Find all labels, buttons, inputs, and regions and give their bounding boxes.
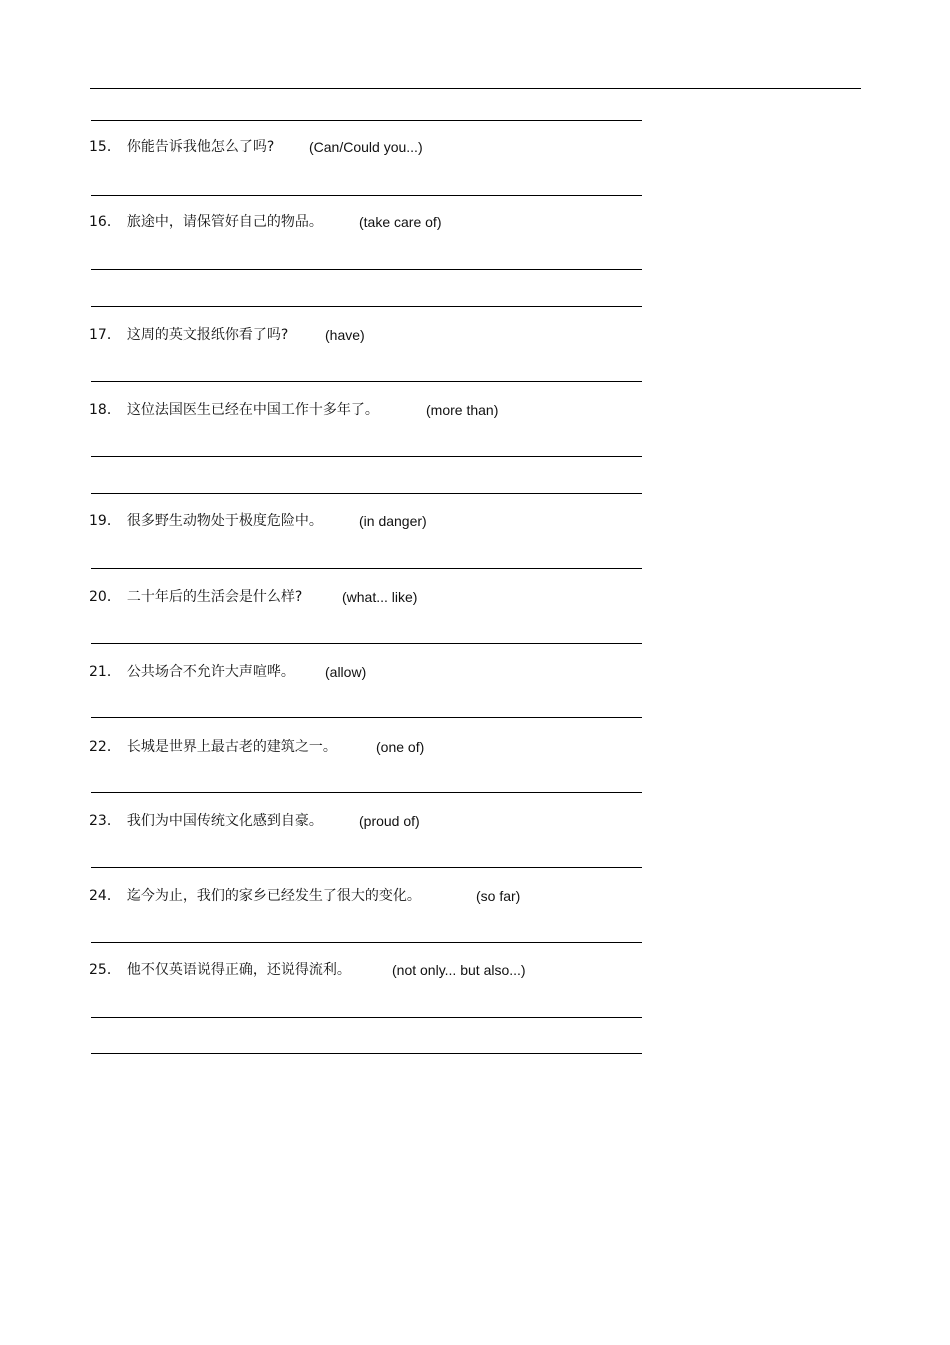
answer-line xyxy=(91,120,642,121)
question-hint: (one of) xyxy=(376,739,425,755)
question-18 xyxy=(89,400,499,420)
question-text: 长城是世界上最古老的建筑之一。 xyxy=(126,739,337,755)
question-22 xyxy=(89,737,425,757)
answer-line xyxy=(91,942,642,943)
answer-line xyxy=(91,306,642,307)
answer-line xyxy=(91,381,642,382)
question-text: 这周的英文报纸你看了吗? xyxy=(126,327,289,343)
question-number: 23． xyxy=(89,813,121,829)
question-hint: (not only... but also...) xyxy=(392,962,526,978)
question-hint: (proud of) xyxy=(359,813,420,829)
question-hint: (allow) xyxy=(325,664,367,680)
question-number: 22． xyxy=(89,739,121,755)
question-16 xyxy=(89,212,442,232)
question-hint: (what... like) xyxy=(342,589,418,605)
question-17 xyxy=(89,325,365,345)
question-number: 21． xyxy=(89,664,121,680)
answer-line xyxy=(91,867,642,868)
question-24 xyxy=(89,886,521,906)
answer-line xyxy=(91,643,642,644)
answer-line xyxy=(91,792,642,793)
answer-line xyxy=(91,456,642,457)
question-number: 17． xyxy=(89,327,121,343)
question-number: 16． xyxy=(89,214,121,230)
header-rule xyxy=(90,88,861,89)
question-number: 15． xyxy=(89,139,121,155)
question-number: 19． xyxy=(89,513,121,529)
question-text: 二十年后的生活会是什么样? xyxy=(126,589,303,605)
question-text: 他不仅英语说得正确，还说得流利。 xyxy=(126,962,351,978)
answer-line xyxy=(91,269,642,270)
question-hint: (have) xyxy=(325,327,365,343)
question-number: 18． xyxy=(89,402,121,418)
question-hint: (take care of) xyxy=(359,214,442,230)
question-text: 很多野生动物处于极度危险中。 xyxy=(126,513,323,529)
question-text: 你能告诉我他怎么了吗? xyxy=(126,139,275,155)
question-19 xyxy=(89,511,427,531)
question-number: 20． xyxy=(89,589,121,605)
question-text: 旅途中，请保管好自己的物品。 xyxy=(126,214,323,230)
question-text: 迄今为止，我们的家乡已经发生了很大的变化。 xyxy=(126,888,421,904)
answer-line xyxy=(91,568,642,569)
question-hint: (Can/Could you...) xyxy=(309,139,423,155)
question-25 xyxy=(89,960,526,980)
answer-line xyxy=(91,493,642,494)
question-text: 我们为中国传统文化感到自豪。 xyxy=(126,813,323,829)
question-number: 24． xyxy=(89,888,121,904)
question-hint: (so far) xyxy=(476,888,521,904)
question-number: 25． xyxy=(89,962,121,978)
answer-line xyxy=(91,1017,642,1018)
answer-line xyxy=(91,717,642,718)
question-20 xyxy=(89,587,418,607)
question-23 xyxy=(89,811,420,831)
question-hint: (in danger) xyxy=(359,513,427,529)
question-text: 这位法国医生已经在中国工作十多年了。 xyxy=(126,402,379,418)
question-15 xyxy=(89,137,423,157)
answer-line xyxy=(91,1053,642,1054)
answer-line xyxy=(91,195,642,196)
question-21 xyxy=(89,662,367,682)
question-text: 公共场合不允许大声喧哗。 xyxy=(126,664,295,680)
question-hint: (more than) xyxy=(426,402,499,418)
